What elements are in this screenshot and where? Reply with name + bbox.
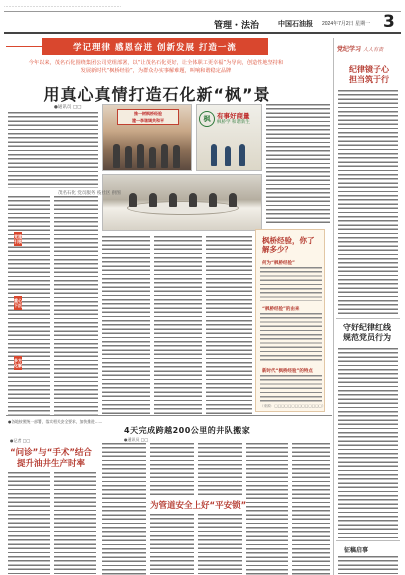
right-text-3: [338, 556, 398, 575]
sidebox-text-2: [260, 313, 322, 363]
bottom-text-3: [102, 443, 146, 575]
lead-photo-board: [196, 104, 262, 171]
sidebox: [255, 229, 325, 412]
page-number: 3: [383, 12, 395, 32]
right-text-2: [338, 348, 398, 538]
lead-banner: 学记理律 感恩奋进 创新发展 打造一流: [42, 38, 268, 55]
masthead-top-line: ……………………………………………………………………: [4, 3, 401, 12]
lead-photo-gathering: [102, 104, 192, 171]
right-divider: [333, 38, 334, 575]
lead-text-col-3: [102, 236, 150, 416]
bottom-text-2: [54, 472, 96, 575]
photo-sign-line-2: 建一李谐调共和平: [132, 118, 164, 123]
right-column-title: 党纪学习: [337, 46, 362, 53]
photo-figure: [225, 146, 231, 166]
lead-text-col-2: [54, 196, 98, 416]
paper-name: 中国石油报: [278, 19, 313, 28]
photo-figure: [229, 193, 237, 207]
lead-headline: 用真心真情打造石化新“枫”景: [43, 85, 271, 104]
bottom-headline-top: 4天完成跨越200公里的井队搬家: [124, 426, 251, 435]
banner-rule: [6, 46, 42, 47]
photo-figure: [137, 144, 144, 168]
header-rule: [4, 32, 401, 34]
board-subtitle: 枫桥学 和谐新生: [217, 120, 250, 125]
photo-figure: [209, 193, 217, 207]
board-title: 有事好商量: [217, 112, 250, 120]
right-rule-2: [336, 540, 400, 541]
photo-figure: [239, 144, 245, 166]
sidebox-text-1: [260, 267, 322, 301]
right-text-1: [338, 90, 398, 316]
sidebox-heading-1: 何为“枫桥经验”: [262, 261, 295, 266]
lead-byline: ●通讯员 □□: [54, 105, 82, 110]
photo-figure: [211, 144, 217, 166]
bottom-text-9: [198, 514, 242, 575]
side-tag-3: 多方化解: [14, 358, 22, 368]
right-column-suffix: 人人有责: [363, 47, 384, 53]
bottom-byline-mid: ●通讯员 □□: [124, 437, 149, 442]
bottom-text-6: [246, 443, 288, 575]
photo-figure: [149, 193, 157, 207]
lead-text-col-5: [206, 236, 252, 416]
section-name: 管理・法治: [214, 21, 260, 31]
photo-figure: [149, 147, 156, 168]
side-tag-1: 党建引领: [14, 234, 22, 244]
photo-figure: [161, 144, 168, 168]
bottom-text-5: [198, 443, 242, 495]
photo-credit: 茂名石化 党员服务 枝社区 供图: [58, 191, 121, 196]
photo-figure: [129, 193, 137, 207]
right-rule-1: [336, 318, 400, 319]
lead-text-col-6: [266, 104, 330, 224]
photo-figure: [113, 144, 120, 168]
photo-sign: [117, 109, 179, 125]
bottom-text-4: [150, 443, 194, 495]
right-headline-3: 征稿启事: [344, 547, 369, 554]
bottom-text-1: [8, 472, 50, 575]
bottom-rule: [6, 415, 332, 416]
right-headline-2: 守好纪律红线 规范党员行为: [343, 323, 391, 342]
meeting-table: [127, 201, 239, 215]
right-column-header: [337, 44, 383, 53]
sidebox-text-3: [260, 375, 322, 403]
right-headline-1: 纪律镜子心 担当筑于行: [349, 65, 389, 84]
lead-photo-meeting: [102, 174, 262, 231]
lead-text-col-4: [154, 236, 202, 416]
photo-figure: [125, 146, 132, 168]
side-tag-2: 重心下沉: [14, 298, 22, 308]
sidebox-question: 枫桥经验，你了解多少？: [262, 236, 315, 254]
photo-figure: [173, 145, 180, 168]
lead-intro: 今年以来，茂名石化围绕集团公司党组部署，以“让茂名石化更好，让全体职工更幸福”为导向，创造性地坚持和发展新时代“枫桥经验”，为群众办实事解难题，叫响和谐稳定品牌: [28, 60, 284, 74]
lead-text-col-1: [8, 112, 98, 188]
photo-figure: [189, 193, 197, 207]
bottom-headline-mid: 为管道安全上好“平安锁”: [150, 501, 247, 511]
bottom-headline-left: “问诊”与“手术”结合 提升油井生产时率: [10, 448, 92, 469]
sidebox-note: （来源：□□□□□□□□□□□□□□）: [260, 404, 326, 408]
bottom-byline-left: ●记者 □□: [10, 438, 31, 443]
photo-sign-line-1: 推一树枫桥经验: [134, 111, 162, 116]
photo-figure: [169, 193, 177, 207]
sidebox-heading-2: “枫桥经验”的由来: [262, 307, 300, 312]
sidebox-heading-3: 新时代“枫桥经验”的特点: [262, 369, 313, 374]
maple-logo-icon: 枫: [199, 111, 215, 127]
issue-date: 2024年7月2日 星期一: [322, 21, 371, 27]
bottom-text-8: [150, 514, 194, 575]
bottom-text-7: [292, 443, 330, 575]
bottom-intro: ●各地按照统一部署，落实相关安全要求，加快推进……: [8, 419, 103, 424]
